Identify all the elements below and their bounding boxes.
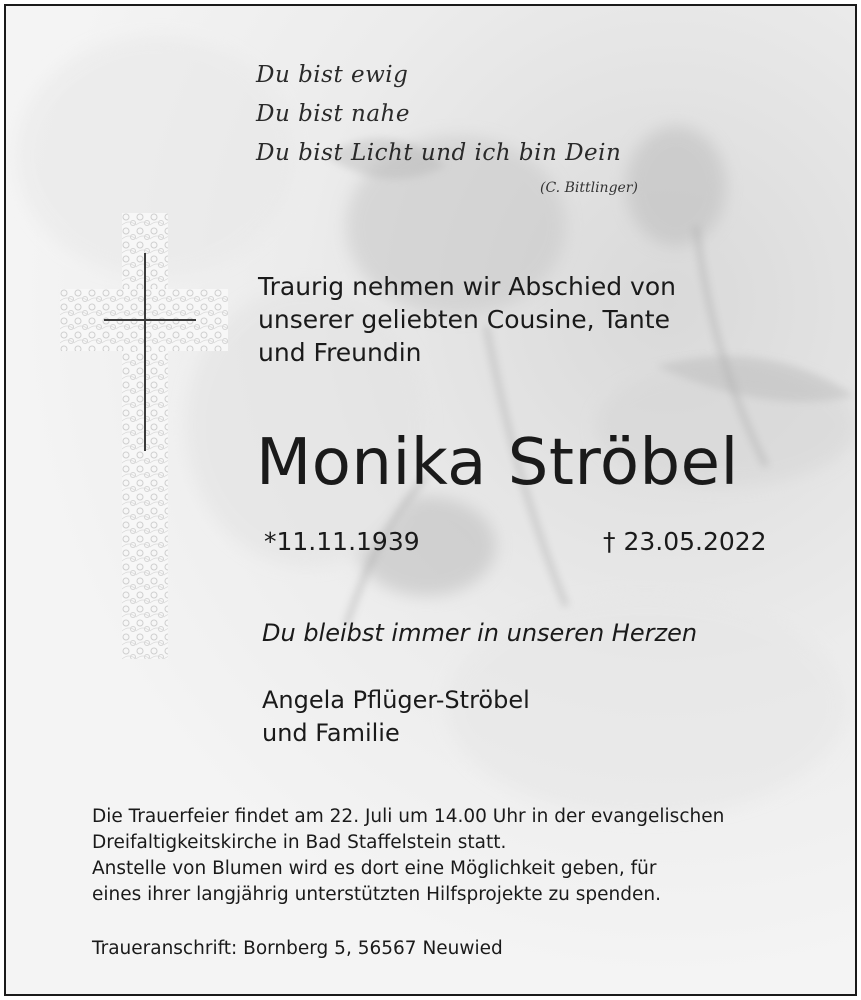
intro-text — [258, 270, 676, 369]
intro-line: Traurig nehmen wir Abschied von — [258, 272, 676, 301]
cross-bar — [60, 289, 228, 351]
poem-line: Du bist Licht und ich bin Dein — [256, 140, 622, 166]
intro-line: unserer geliebten Cousine, Tante — [258, 305, 670, 334]
obituary-card — [4, 4, 857, 996]
cross-icon — [122, 213, 168, 659]
poem — [256, 56, 621, 173]
funeral-notice — [92, 804, 724, 908]
mourners — [262, 684, 530, 750]
motto: Du bleibst immer in unseren Herzen — [262, 619, 698, 647]
notice-line: Anstelle von Blumen wird es dort eine Möglichkeit geben, für — [92, 858, 657, 879]
poem-line: Du bist nahe — [256, 101, 410, 127]
mourning-address: Traueranschrift: Bornberg 5, 56567 Neuwied — [92, 938, 503, 959]
notice-line: eines ihrer langjährig unterstützten Hilfsprojekte zu spenden. — [92, 884, 662, 905]
intro-line: und Freundin — [258, 338, 422, 367]
mourner-line: und Familie — [262, 719, 400, 747]
death-date: † 23.05.2022 — [603, 527, 767, 556]
notice-line: Dreifaltigkeitskirche in Bad Staffelstein statt. — [92, 832, 507, 853]
mourner-line: Angela Pflüger-Ströbel — [262, 686, 530, 714]
deceased-name: Monika Ströbel — [256, 426, 739, 500]
birth-date: *11.11.1939 — [264, 527, 420, 556]
poem-line: Du bist ewig — [256, 62, 409, 88]
notice-line: Die Trauerfeier findet am 22. Juli um 14.00 Uhr in der evangelischen — [92, 806, 725, 827]
poem-author: (C. Bittlinger) — [540, 180, 638, 196]
